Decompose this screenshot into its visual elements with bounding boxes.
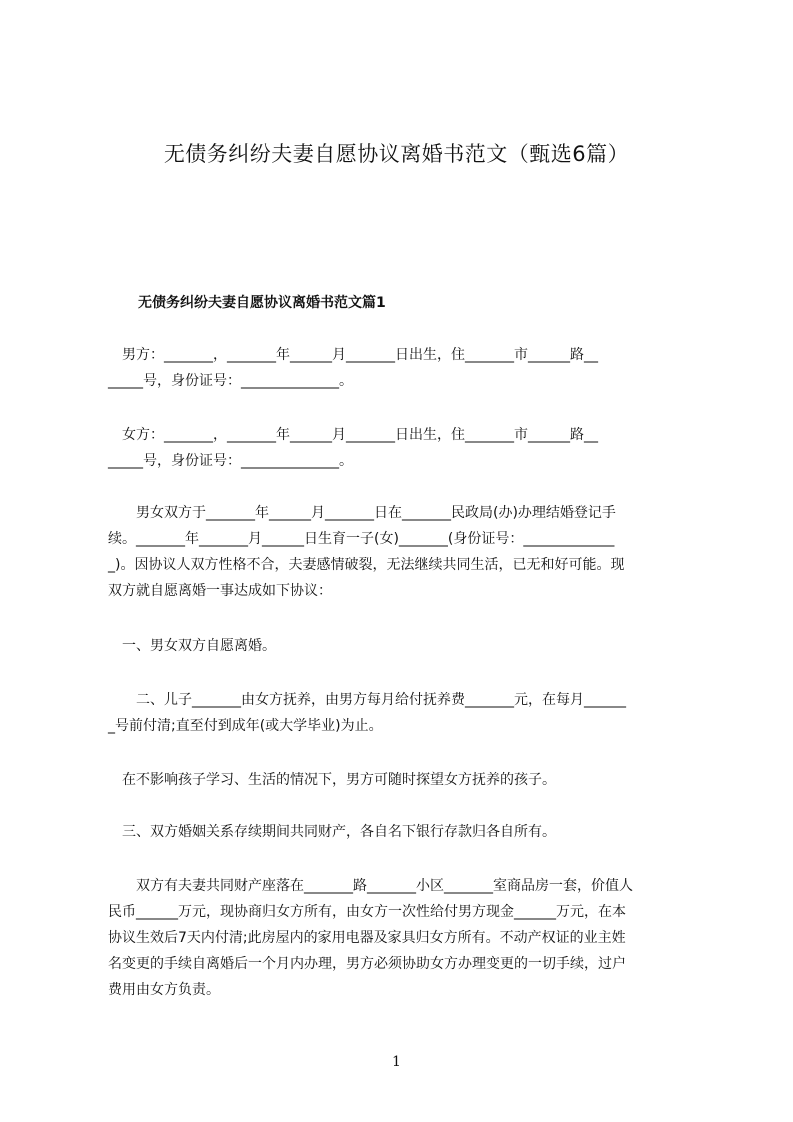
page-number: 1 xyxy=(392,1054,401,1070)
text-line: _号前付清;直至付到成年(或大学毕业)为止。 xyxy=(108,718,383,734)
text-line: 在不影响孩子学习、生活的情况下，男方可随时探望女方抚养的孩子。 xyxy=(108,772,556,788)
clause-1 xyxy=(108,633,708,659)
text-line: 男女双方于_______年______月_______日在_______民政局(办)办理结婚登记手 xyxy=(108,505,616,521)
paragraph-female-party xyxy=(108,422,708,474)
text-line: _____号，身份证号：______________。 xyxy=(108,453,353,469)
text-line: 费用由女方负责。 xyxy=(108,982,220,998)
property-paragraph xyxy=(108,873,708,1003)
text-line: _)。因协议人双方性格不合，夫妻感情破裂，无法继续共同生活，已无和好可能。现 xyxy=(108,557,625,573)
paragraph-male-party xyxy=(108,342,708,394)
visitation-paragraph xyxy=(108,767,708,793)
clause-3 xyxy=(108,819,708,845)
text-line: 男方：_______，_______年______月_______日出生，住_______市______路__ xyxy=(108,347,598,363)
text-line: 二、儿子_______由女方抚养，由男方每月给付抚养费_______元，在每月______ xyxy=(108,692,626,708)
text-line: 协议生效后7天内付清;此房屋内的家用电器及家具归女方所有。不动产权证的业主姓 xyxy=(108,930,626,946)
document-title: 无债务纠纷夫妻自愿协议离婚书范文（甄选6篇） xyxy=(163,142,630,166)
text-line: 双方有夫妻共同财产座落在_______路_______小区_______室商品房一套，价值人 xyxy=(108,878,633,894)
text-line: 双方就自愿离婚一事达成如下协议： xyxy=(108,583,332,599)
text-line: 续。_______年_______月______日生育一子(女)_______(身份证号：_____________ xyxy=(108,531,615,547)
text-line: _____号，身份证号：______________。 xyxy=(108,373,353,389)
text-line: 民币______万元，现协商归女方所有，由女方一次性给付男方现金______万元，在本 xyxy=(108,904,626,920)
text-line: 一、男女双方自愿离婚。 xyxy=(108,638,276,654)
section-heading: 无债务纠纷夫妻自愿协议离婚书范文篇1 xyxy=(138,295,386,311)
clause-2 xyxy=(108,687,708,739)
text-line: 三、双方婚姻关系存续期间共同财产，各自名下银行存款归各自所有。 xyxy=(108,824,556,840)
text-line: 女方：_______，_______年______月_______日出生，住_______市______路__ xyxy=(108,427,598,443)
text-line: 名变更的手续自离婚后一个月内办理，男方必须协助女方办理变更的一切手续，过户 xyxy=(108,956,626,972)
paragraph-marriage-registration xyxy=(108,500,708,604)
